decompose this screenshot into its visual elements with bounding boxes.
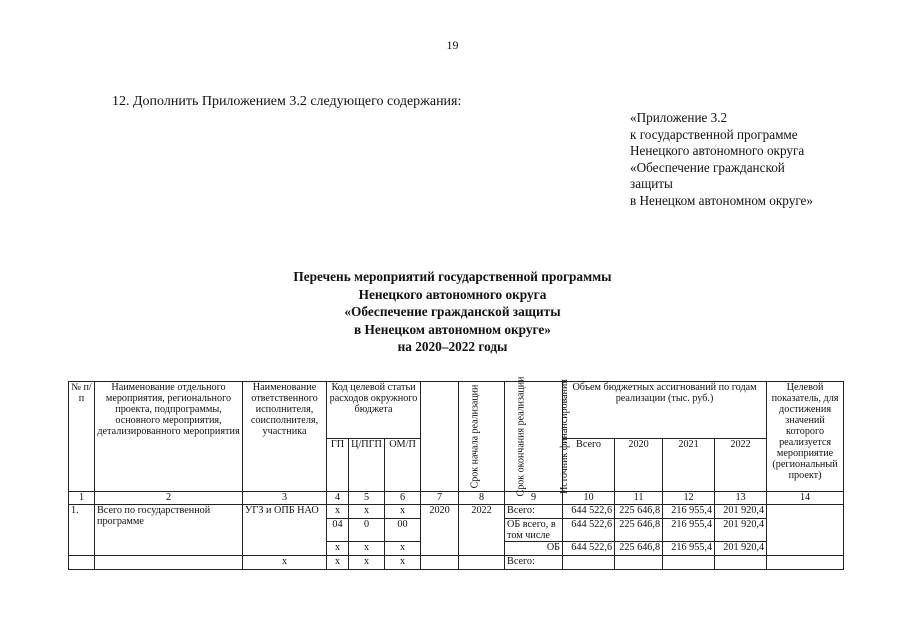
- row1-om: х: [385, 542, 421, 556]
- row1-source: Всего:: [505, 505, 563, 519]
- row1-2022: 201 920,4: [715, 505, 767, 519]
- title-line: «Обеспечение гражданской защиты: [344, 304, 561, 319]
- row1-om: х: [385, 505, 421, 519]
- row1-gp: х: [327, 542, 349, 556]
- appendix-ref-line: защиты: [630, 176, 673, 191]
- appendix-ref-line: к государственной программе: [630, 126, 798, 142]
- row1-gp: 04: [327, 519, 349, 542]
- column-number: 14: [767, 492, 844, 505]
- row1-gp: х: [327, 505, 349, 519]
- row1-start: 2020: [421, 505, 459, 556]
- column-number: 1: [69, 492, 95, 505]
- row1-2021: 216 955,4: [663, 519, 715, 542]
- row1-cpp: х: [349, 542, 385, 556]
- appendix-ref-line: Ненецкого автономного округа: [630, 143, 805, 158]
- appendix-ref-line: «Приложение 3.2: [630, 110, 728, 125]
- row1-cpp: х: [349, 505, 385, 519]
- column-number: 12: [663, 492, 715, 505]
- header-budget: Объем бюджетных ассигнований по годам реализации (тыс. руб.): [563, 382, 767, 439]
- row1-total: 644 522,6: [563, 519, 615, 542]
- header-om: ОМ/П: [385, 439, 421, 492]
- row1-total: 644 522,6: [563, 505, 615, 519]
- column-number: 10: [563, 492, 615, 505]
- row2-executor: х: [243, 556, 327, 570]
- header-2021: 2021: [663, 439, 715, 492]
- row1-total: 644 522,6: [563, 542, 615, 556]
- title-line: на 2020–2022 годы: [397, 339, 508, 354]
- row2-end: [459, 556, 505, 570]
- column-number: 4: [327, 492, 349, 505]
- header-end: [459, 376, 527, 497]
- row1-end: 2022: [459, 505, 505, 556]
- header-code: Код целевой статьи расходов окружного бюджета: [327, 382, 421, 439]
- column-number: 2: [95, 492, 243, 505]
- row2-2020: [615, 556, 663, 570]
- header-executor: Наименование ответственного исполнителя, соисполнителя, участника: [243, 382, 327, 492]
- amendment-instruction: 12. Дополнить Приложением 3.2 следующего содержания:: [112, 94, 462, 109]
- header-total: Всего: [563, 439, 615, 492]
- header-end-text: Срок окончания реализации: [515, 376, 527, 497]
- row1-cpp: 0: [349, 519, 385, 542]
- title-line: Перечень мероприятий государственной программы: [293, 269, 612, 284]
- row1-2021: 216 955,4: [663, 542, 715, 556]
- column-number: 6: [385, 492, 421, 505]
- row1-executor: УГЗ и ОПБ НАО: [243, 505, 327, 556]
- row1-om: 00: [385, 519, 421, 542]
- row1-2022: 201 920,4: [715, 519, 767, 542]
- header-start-text: Срок начала реализации: [469, 384, 481, 489]
- row2-name: [95, 556, 243, 570]
- header-2020: 2020: [615, 439, 663, 492]
- column-number: 7: [421, 492, 459, 505]
- row1-2020: 225 646,8: [615, 505, 663, 519]
- page-number: 19: [446, 38, 459, 52]
- column-number: 8: [459, 492, 505, 505]
- column-number: 3: [243, 492, 327, 505]
- header-num: № п/п: [69, 382, 95, 492]
- row1-source: ОБ: [505, 542, 563, 556]
- row2-num: [69, 556, 95, 570]
- header-source: [505, 379, 570, 494]
- row1-num: 1.: [69, 505, 95, 556]
- column-number: 11: [615, 492, 663, 505]
- document-title: [0, 268, 905, 356]
- column-number: 9: [505, 492, 563, 505]
- title-line: Ненецкого автономного округа: [358, 286, 547, 302]
- header-source-text: Источник финансирования: [558, 379, 570, 494]
- header-target: Целевой показатель, для достижения значений которого реализуется мероприятие (региональный проект): [767, 382, 844, 492]
- row2-total: [563, 556, 615, 570]
- row1-2022: 201 920,4: [715, 542, 767, 556]
- row2-cpp: х: [349, 556, 385, 570]
- appendix-ref-line: «Обеспечение гражданской: [630, 159, 785, 175]
- row1-2021: 216 955,4: [663, 505, 715, 519]
- measures-table: [68, 376, 844, 570]
- appendix-ref-line: в Ненецком автономном округе»: [630, 192, 814, 208]
- header-cpp: Ц/ПГП: [349, 439, 385, 492]
- title-line: в Ненецком автономном округе»: [354, 321, 551, 337]
- row2-2022: [715, 556, 767, 570]
- row2-start: [421, 556, 459, 570]
- header-2022: 2022: [715, 439, 767, 492]
- header-gp: ГП: [327, 439, 349, 492]
- column-number: 13: [715, 492, 767, 505]
- row1-name: Всего по государственной программе: [95, 505, 243, 556]
- header-name: Наименование отдельного мероприятия, регионального проекта, подпрограммы, основного мероприятия, детализированного мероприятия: [95, 382, 243, 492]
- row1-2020: 225 646,8: [615, 519, 663, 542]
- column-number: 5: [349, 492, 385, 505]
- appendix-reference: [630, 110, 870, 209]
- row2-2021: [663, 556, 715, 570]
- row2-source: Всего:: [505, 556, 563, 570]
- row1-2020: 225 646,8: [615, 542, 663, 556]
- row1-source: ОБ всего, в том числе: [505, 519, 563, 542]
- row2-om: х: [385, 556, 421, 570]
- row1-target: [767, 505, 844, 556]
- row2-target: [767, 556, 844, 570]
- header-start: [421, 382, 481, 492]
- row2-gp: х: [327, 556, 349, 570]
